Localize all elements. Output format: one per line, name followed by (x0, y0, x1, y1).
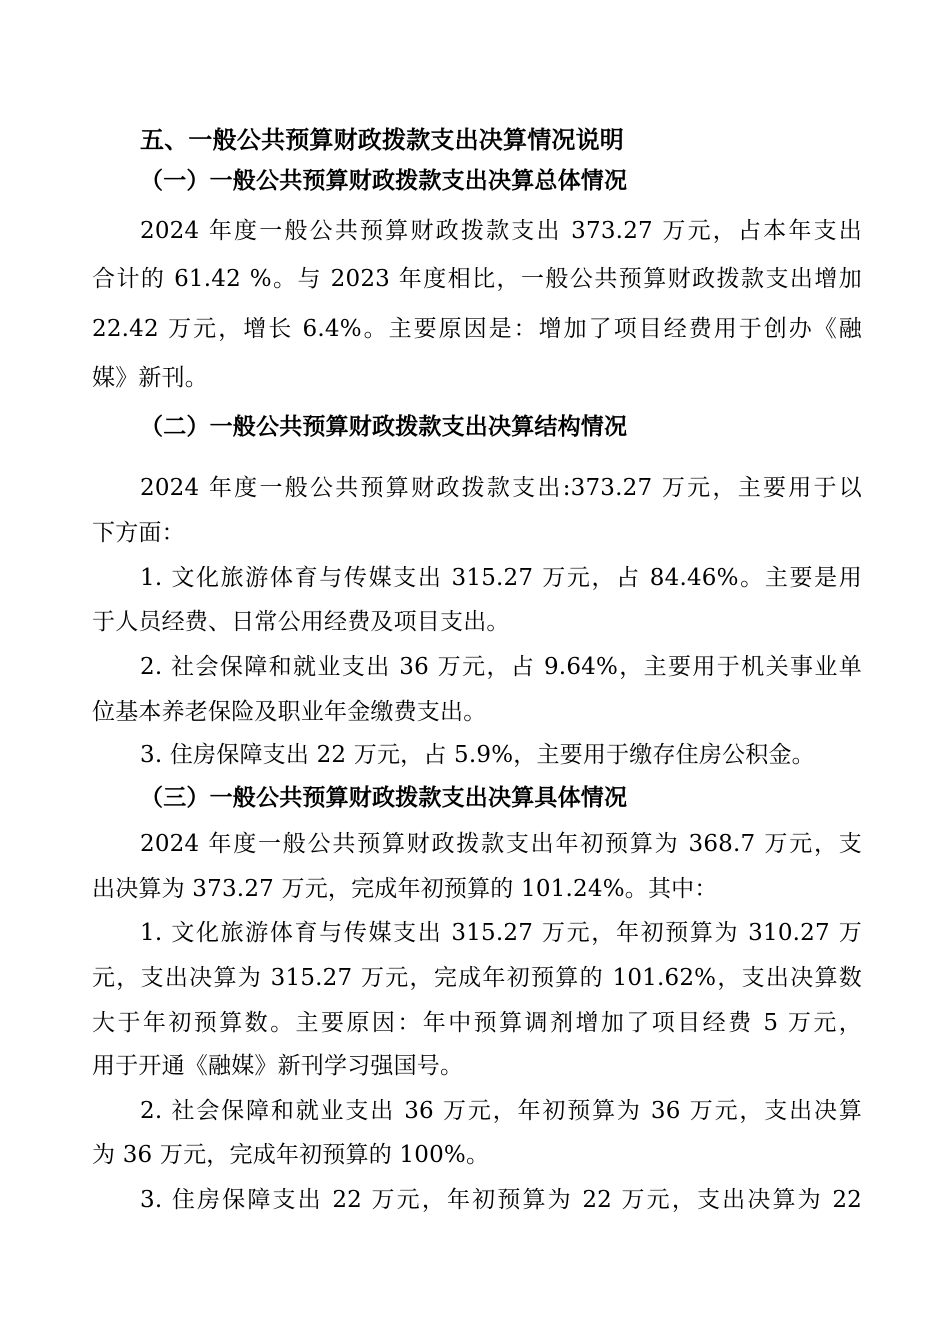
list-item-line: 位基本养老保险及职业年金缴费支出。 (92, 699, 487, 725)
paragraph-line: 合计的 61.42 %。与 2023 年度相比，一般公共预算财政拨款支出增加 (92, 266, 862, 292)
paragraph-line: 2024 年度一般公共预算财政拨款支出:373.27 万元，主要用于以 (140, 475, 862, 501)
list-item-line: 于人员经费、日常公用经费及项目支出。 (92, 609, 510, 635)
paragraph-line: 媒》新刊。 (92, 365, 208, 391)
list-item-line: 为 36 万元，完成年初预算的 100%。 (92, 1142, 490, 1168)
list-item-line: 1. 文化旅游体育与传媒支出 315.27 万元，年初预算为 310.27 万 (140, 920, 862, 946)
subsection-heading-3: （三）一般公共预算财政拨款支出决算具体情况 (140, 784, 628, 811)
list-item-line: 2. 社会保障和就业支出 36 万元，年初预算为 36 万元，支出决算 (140, 1098, 862, 1124)
paragraph-line: 2024 年度一般公共预算财政拨款支出 373.27 万元，占本年支出 (140, 218, 862, 244)
section-title: 五、一般公共预算财政拨款支出决算情况说明 (140, 126, 624, 154)
list-item-line: 大于年初预算数。主要原因：年中预算调剂增加了项目经费 5 万元， (92, 1010, 862, 1036)
list-item-line: 3. 住房保障支出 22 万元，占 5.9%，主要用于缴存住房公积金。 (140, 742, 815, 768)
list-item-line: 用于开通《融媒》新刊学习强国号。 (92, 1053, 464, 1079)
paragraph-line: 2024 年度一般公共预算财政拨款支出年初预算为 368.7 万元，支 (140, 831, 862, 857)
subsection-heading-2: （二）一般公共预算财政拨款支出决算结构情况 (140, 413, 628, 440)
paragraph-line: 22.42 万元，增长 6.4%。主要原因是：增加了项目经费用于创办《融 (92, 316, 862, 342)
subsection-heading-1: （一）一般公共预算财政拨款支出决算总体情况 (140, 167, 628, 194)
paragraph-line: 出决算为 373.27 万元，完成年初预算的 101.24%。其中： (92, 876, 718, 902)
paragraph-line: 下方面： (92, 520, 185, 546)
list-item-line: 3. 住房保障支出 22 万元，年初预算为 22 万元，支出决算为 22 (140, 1187, 862, 1213)
list-item-line: 元，支出决算为 315.27 万元，完成年初预算的 101.62%，支出决算数 (92, 965, 862, 991)
list-item-line: 2. 社会保障和就业支出 36 万元，占 9.64%，主要用于机关事业单 (140, 654, 862, 680)
list-item-line: 1. 文化旅游体育与传媒支出 315.27 万元，占 84.46%。主要是用 (140, 565, 862, 591)
